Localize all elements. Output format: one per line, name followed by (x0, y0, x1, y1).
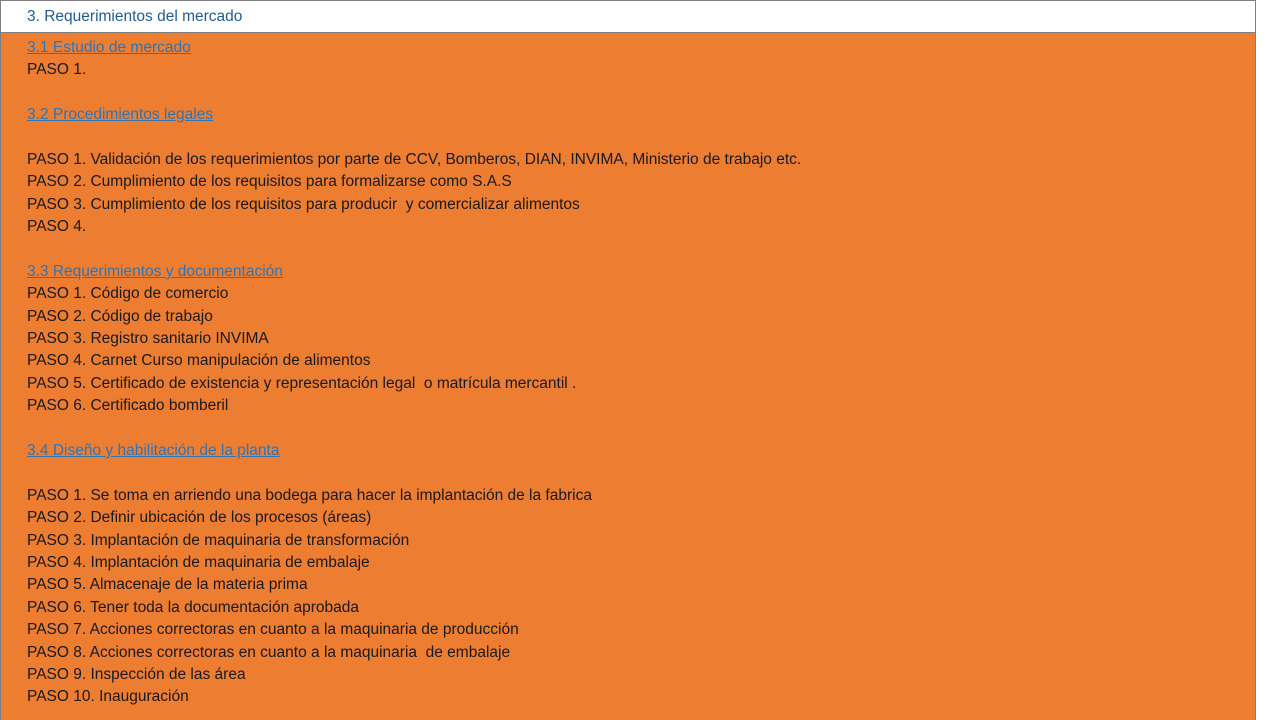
step-item: PASO 7. Acciones correctoras en cuanto a la maquinaria de producción (27, 621, 519, 639)
section-header (1, 1, 1255, 33)
step-item: PASO 3. Implantación de maquinaria de transformación (27, 531, 410, 549)
section-title-diseno-planta[interactable]: 3.4 Diseño y habilitación de la planta (27, 442, 280, 460)
header-title: 3. Requerimientos del mercado (27, 8, 243, 25)
step-item: PASO 6. Certificado bomberil (27, 397, 229, 415)
step-item: PASO 1. Código de comercio (27, 285, 229, 303)
section-title-procedimientos-legales[interactable]: 3.2 Procedimientos legales (27, 106, 214, 124)
section-title-estudio-mercado[interactable]: 3.1 Estudio de mercado (27, 39, 191, 56)
step-item: PASO 2. Cumplimiento de los requisitos para formalizarse como S.A.S (27, 173, 512, 191)
step-item: PASO 10. Inauguración (27, 688, 189, 706)
step-item: PASO 8. Acciones correctoras en cuanto a la maquinaria de embalaje (27, 643, 511, 661)
content-cell (1, 33, 1255, 720)
step-item: PASO 1. Validación de los requerimientos por parte de CCV, Bomberos, DIAN, INVIMA, Ministerio de trabajo etc. (27, 150, 802, 168)
section-title-requerimientos-documentacion[interactable]: 3.3 Requerimientos y documentación (27, 262, 283, 280)
step-item: PASO 4. Carnet Curso manipulación de alimentos (27, 352, 371, 370)
step-item: PASO 6. Tener toda la documentación aprobada (27, 598, 360, 616)
step-item: PASO 4. (27, 218, 87, 236)
step-item: PASO 4. Implantación de maquinaria de embalaje (27, 553, 370, 571)
step-item: PASO 1. Se toma en arriendo una bodega para hacer la implantación de la fabrica (27, 486, 592, 504)
step-item: PASO 2. Definir ubicación de los procesos (áreas) (27, 509, 372, 527)
step-item: PASO 3. Registro sanitario INVIMA (27, 330, 269, 348)
step-item: PASO 3. Cumplimiento de los requisitos para producir y comercializar alimentos (27, 195, 580, 213)
step-item: PASO 5. Certificado de existencia y representación legal o matrícula mercantil . (27, 374, 577, 392)
step-item: PASO 2. Código de trabajo (27, 307, 213, 325)
step-item: PASO 1. (27, 61, 87, 79)
step-item: PASO 9. Inspección de las área (27, 665, 246, 683)
step-item: PASO 5. Almacenaje de la materia prima (27, 576, 308, 594)
